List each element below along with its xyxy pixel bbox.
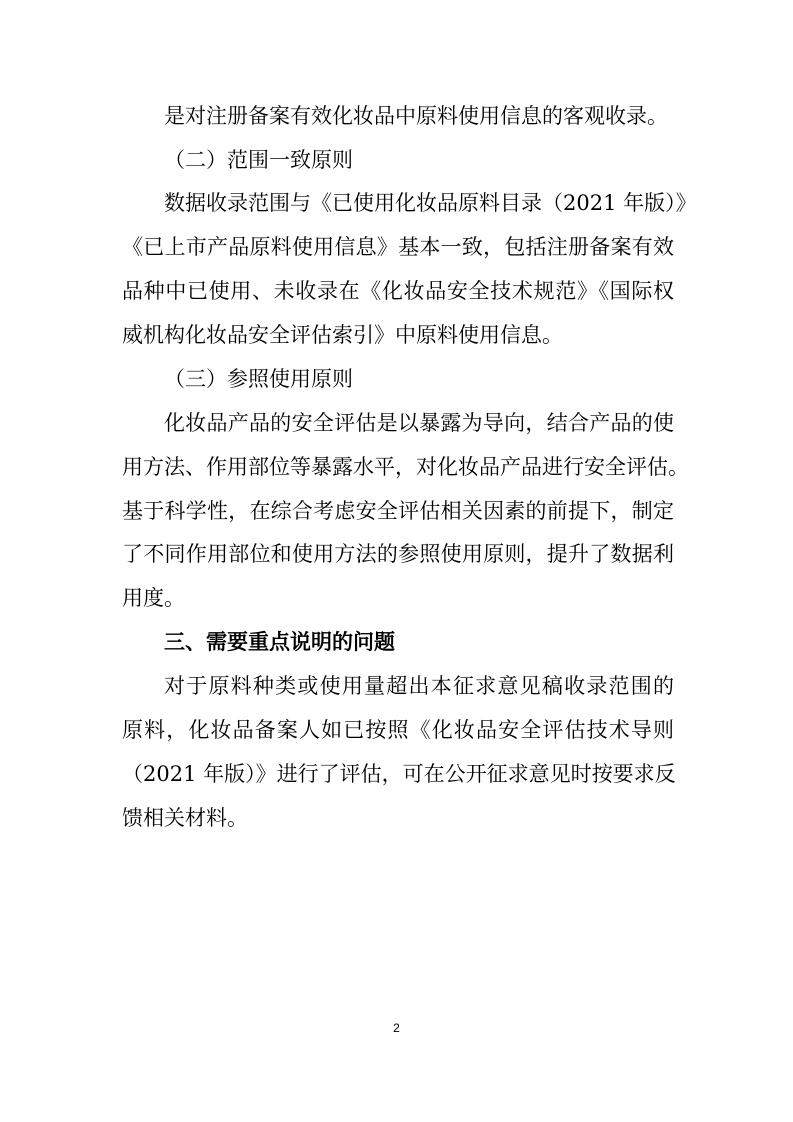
paragraph-line: 威机构化妆品安全评估索引》中原料使用信息。 xyxy=(122,323,563,347)
subheading-scope-consistency: （二）范围一致原则 xyxy=(164,148,353,172)
paragraph-line: 了不同作用部位和使用方法的参照使用原则，提升了数据利 xyxy=(122,542,674,566)
paragraph-line: 是对注册备案有效化妆品中原料使用信息的客观收录。 xyxy=(164,104,668,128)
paragraph-line: 原料，化妆品备案人如已按照《化妆品安全评估技术导则 xyxy=(122,718,674,742)
paragraph-line: 馈相关材料。 xyxy=(122,806,248,830)
page-number: 2 xyxy=(393,1021,400,1035)
paragraph-line: （2021 年版）》进行了评估，可在公开征求意见时按要求反 xyxy=(122,762,676,786)
paragraph-line: 品种中已使用、未收录在《化妆品安全技术规范》《国际权 xyxy=(122,279,674,303)
paragraph-line: 对于原料种类或使用量超出本征求意见稿收录范围的 xyxy=(164,674,674,698)
paragraph-line: 化妆品产品的安全评估是以暴露为导向，结合产品的使 xyxy=(164,411,674,435)
paragraph-line: 用度。 xyxy=(122,586,185,610)
paragraph-line: 基于科学性，在综合考虑安全评估相关因素的前提下，制定 xyxy=(122,499,674,523)
paragraph-line: 数据收录范围与《已使用化妆品原料目录（2021 年版）》 xyxy=(164,191,697,215)
section-heading-key-issues: 三、需要重点说明的问题 xyxy=(164,630,395,654)
paragraph-line: 《已上市产品原料使用信息》基本一致，包括注册备案有效 xyxy=(122,235,674,259)
subheading-reference-use: （三）参照使用原则 xyxy=(164,367,353,391)
paragraph-line: 用方法、作用部位等暴露水平，对化妆品产品进行安全评估。 xyxy=(122,455,689,479)
